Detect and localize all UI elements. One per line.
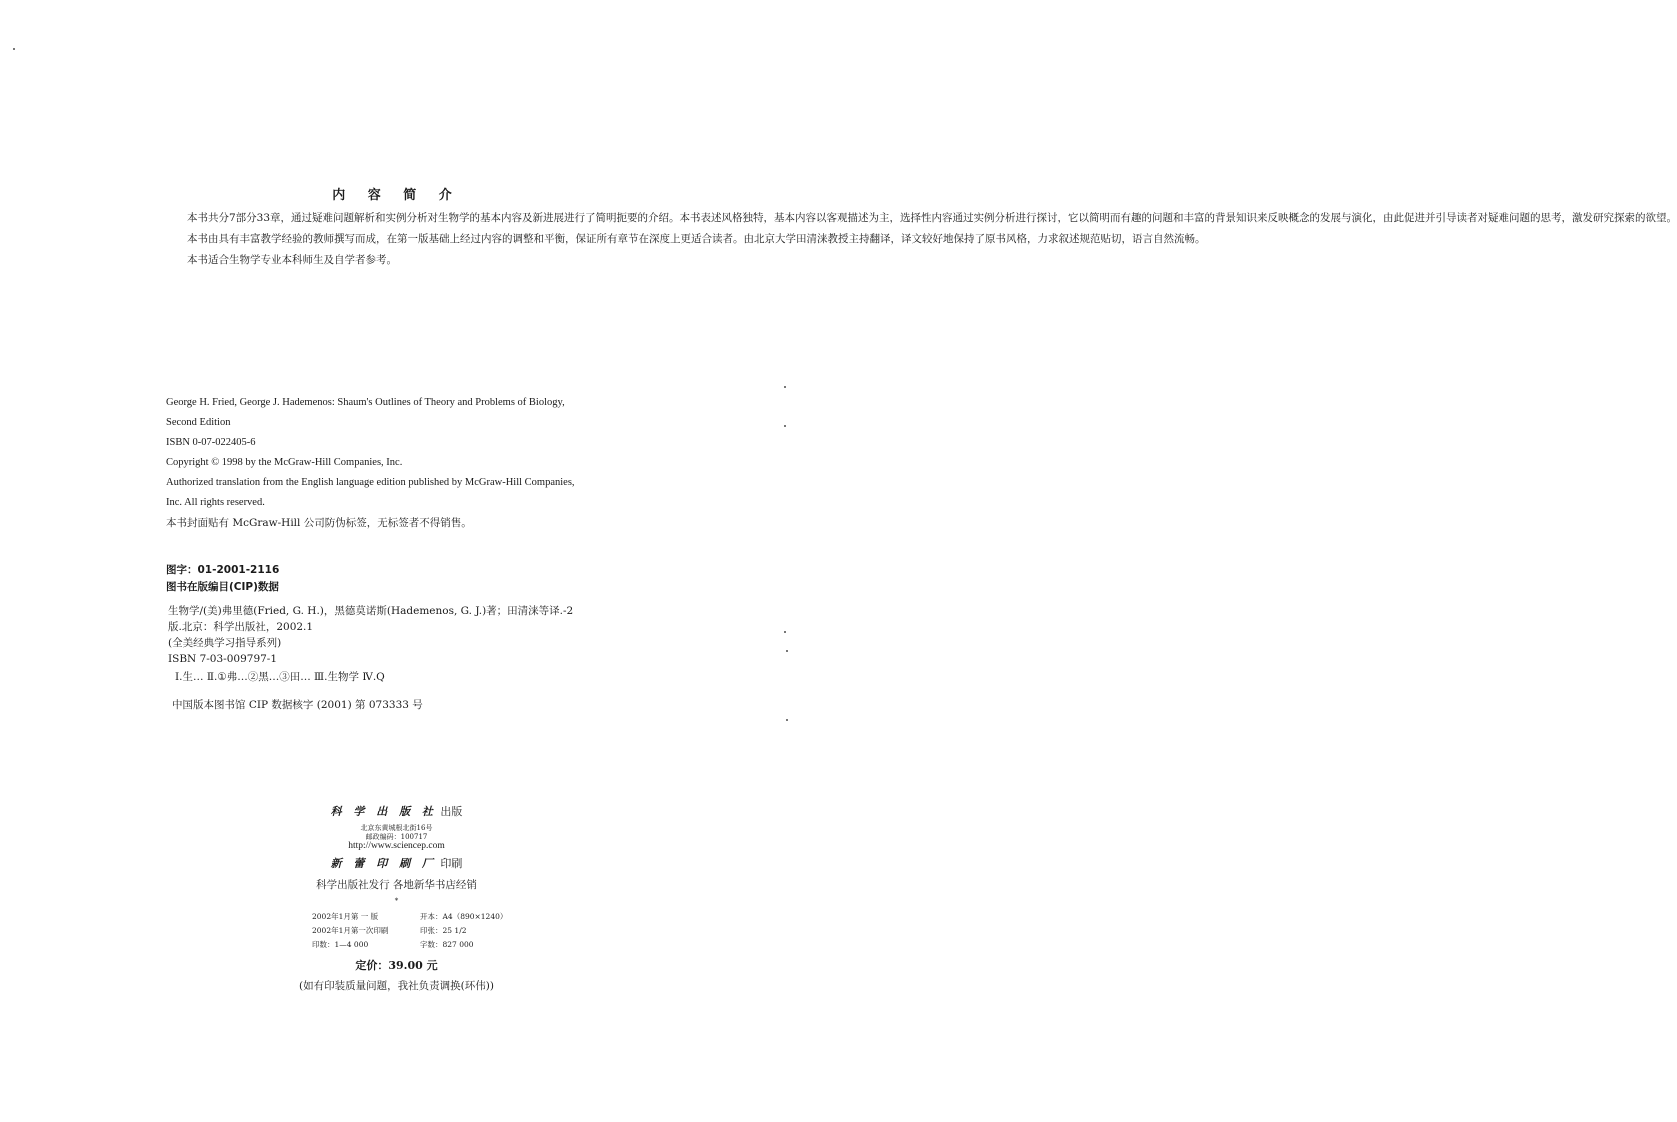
words-info: 字数：827 000: [420, 940, 474, 949]
original-title-line: George H. Fried, George J. Hademenos: Shaum's Outlines of Theory and Problems of Biology,: [166, 397, 565, 408]
cip-line-3: (全美经典学习指导系列): [168, 637, 282, 649]
contract-number: 图字：01-2001-2116: [166, 564, 280, 576]
distribution-line: 科学出版社发行 各地新华书店经销: [316, 879, 477, 891]
edition-info: 2002年1月第 一 版: [312, 912, 379, 921]
copyright-line: Copyright © 1998 by the McGraw-Hill Companies, Inc.: [166, 457, 403, 468]
quality-notice: (如有印装质量问题，我社负责调换(环伟)): [299, 980, 494, 992]
cip-line-1: 生物学/(美)弗里德(Fried, G. H.)，黑德莫诺斯(Hademenos, G. J.)著；田清涞等译.-2: [168, 605, 574, 617]
label-notice-line: 本书封面贴有 McGraw-Hill 公司防伪标签，无标签者不得销售。: [166, 517, 472, 529]
intro-paragraph-1: 本书共分7部分33章，通过疑难问题解析和实例分析对生物学的基本内容及新进展进行了简明扼要的介绍。本书表述风格独特，基本内容以客观描述为主，选择性内容通过实例分析进行探讨，它以简明而有趣的问题和丰富的背景知识来反映概念的发展与演化，由此促进并引导读者对疑难问题的思考，激发研究探索的欲望。: [187, 212, 1677, 224]
intro-paragraph-2: 本书由具有丰富教学经验的教师撰写而成，在第一版基础上经过内容的调整和平衡，保证所有章节在深度上更适合读者。由北京大学田清涞教授主持翻译，译文较好地保持了原书风格，力求叙述规范贴切，语言自然流畅。: [187, 233, 1206, 245]
original-edition-line: Second Edition: [166, 417, 231, 428]
scan-speck: [13, 48, 15, 50]
cip-heading: 图书在版编目(CIP)数据: [166, 581, 279, 593]
rights-line: Inc. All rights reserved.: [166, 497, 265, 508]
format-info: 开本：A4（890×1240）: [420, 912, 508, 921]
publisher-name: 科 学 出 版 社: [330, 805, 437, 818]
authorization-line: Authorized translation from the English language edition published by McGraw-Hill Companies,: [166, 477, 575, 488]
scan-speck: [786, 650, 788, 652]
cip-header: [166, 562, 279, 596]
printing-info: 2002年1月第一次印刷: [312, 926, 389, 935]
cip-record: [168, 603, 630, 667]
publisher-address: 北京东黄城根北街16号: [360, 824, 433, 832]
scan-speck: [786, 719, 788, 721]
publisher-zip: 邮政编码：100717: [365, 833, 428, 841]
original-isbn-line: ISBN 0-07-022405-6: [166, 437, 256, 448]
scan-speck: [784, 425, 786, 427]
scan-speck: [784, 631, 786, 633]
scan-speck: [784, 386, 786, 388]
separator-star: *: [394, 897, 399, 905]
intro-text: [166, 208, 1677, 271]
publisher-line: [0, 803, 793, 819]
page-title: 内 容 简 介: [332, 188, 461, 203]
sheets-info: 印张：25 1/2: [420, 926, 467, 935]
cip-number: 中国版本图书馆 CIP 数据核字 (2001) 第 073333 号: [172, 699, 423, 711]
cip-classification: Ⅰ.生… Ⅱ.①弗…②黑…③田… Ⅲ.生物学 Ⅳ.Q: [175, 671, 385, 683]
copies-info: 印数：1—4 000: [312, 940, 369, 949]
publish-suffix: 出版: [440, 805, 463, 818]
price: 定价：39.00 元: [355, 959, 438, 972]
print-suffix: 印刷: [440, 857, 463, 870]
english-copyright-block: [166, 393, 630, 533]
cip-line-4: ISBN 7-03-009797-1: [168, 653, 278, 665]
printer-line: [0, 855, 793, 871]
publisher-url: http://www.sciencep.com: [348, 841, 445, 851]
printer-name: 新 蕾 印 刷 厂: [330, 857, 437, 870]
intro-paragraph-3: 本书适合生物学专业本科师生及自学者参考。: [187, 254, 397, 266]
cip-line-2: 版.北京：科学出版社，2002.1: [168, 621, 314, 633]
